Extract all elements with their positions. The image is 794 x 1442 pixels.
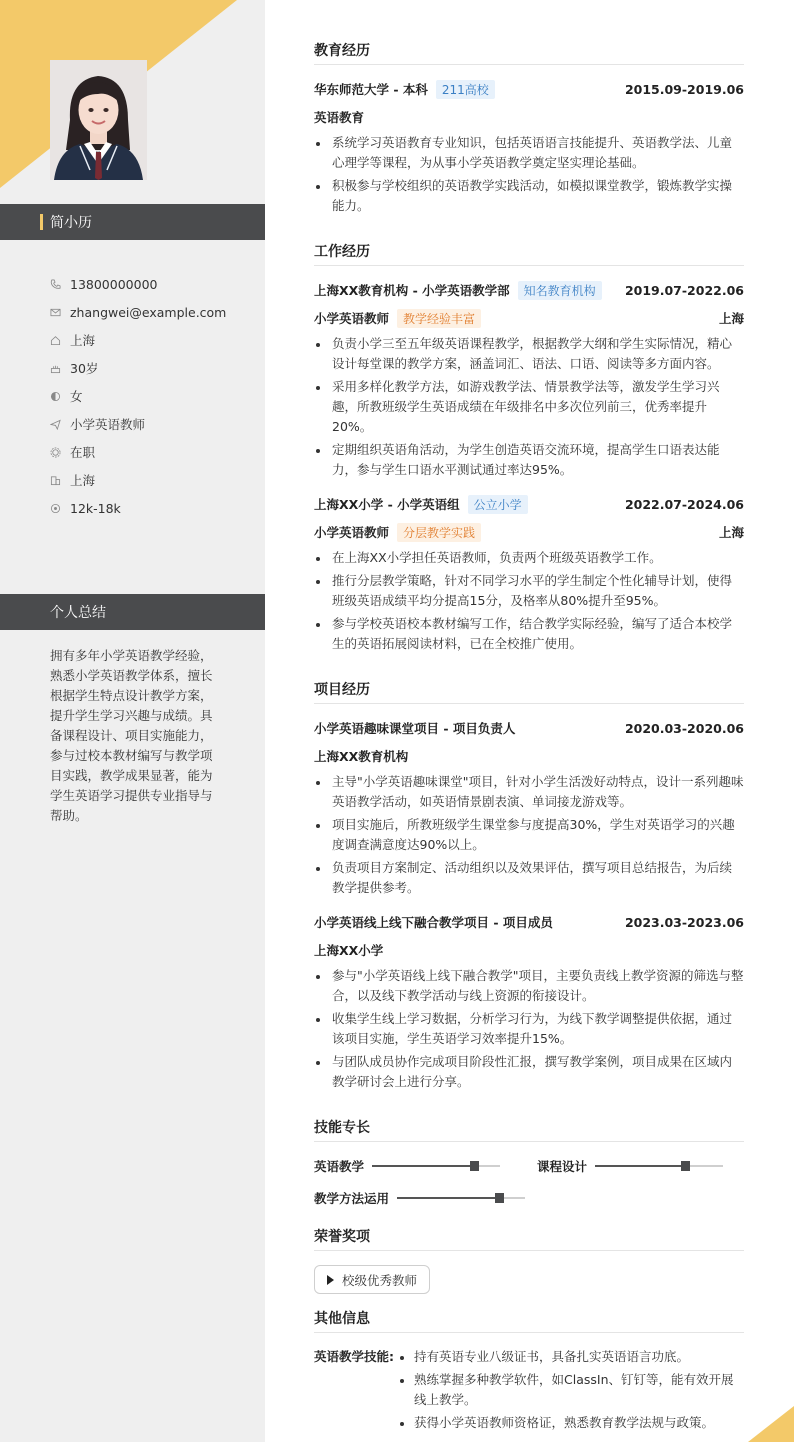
summary-text: 拥有多年小学英语教学经验，熟悉小学英语教学体系，擅长根据学生特点设计教学方案，提升学生学习兴趣与成绩。具备课程设计、项目实施能力，参与过校本教材编写与教学项目实践，教学成果显著，能为学生英语学习提供专业指导与帮助。 xyxy=(50,648,213,823)
list-item: 项目实施后，所教班级学生课堂参与度提高30%，学生对英语学习的兴趣度调查满意度达90%以上。 xyxy=(314,815,744,855)
list-item: 负责小学三至五年级英语课程教学，根据教学大纲和学生实际情况，精心设计每堂课的教学方案，涵盖词汇、语法、口语、阅读等多方面内容。 xyxy=(314,334,744,374)
work-bullets xyxy=(314,548,744,654)
list-item: 系统学习英语教育专业知识，包括英语语言技能提升、英语教学法、儿童心理学等课程，为从事小学英语教学奠定坚实理论基础。 xyxy=(314,133,744,173)
info-text: 12k-18k xyxy=(70,500,121,516)
list-item: 定期组织英语角活动，为学生创造英语交流环境，提高学生口语表达能力，参与学生口语水平测试通过率达95%。 xyxy=(314,440,744,480)
info-text: 女 xyxy=(70,389,83,404)
education-title: 教育经历 xyxy=(314,40,744,65)
info-text: 在职 xyxy=(70,445,96,460)
work-head xyxy=(314,280,744,300)
work-org-tag: 公立小学 xyxy=(468,495,528,514)
info-gender xyxy=(50,382,250,410)
project-org-row xyxy=(314,746,744,766)
info-age xyxy=(50,354,250,382)
list-item: 参与"小学英语线上线下融合教学"项目，主要负责线上教学资源的筛选与整合，以及线下教学活动与线上资源的衔接设计。 xyxy=(314,966,744,1006)
skills-title: 技能专长 xyxy=(314,1117,744,1142)
other-bullets xyxy=(398,1347,744,1436)
list-item: 采用多样化教学方法，如游戏教学法、情景教学法等，激发学生学习兴趣，所教班级学生英语成绩在年级排名中多次位列前三，优秀率提升20%。 xyxy=(314,377,744,437)
mail-icon xyxy=(50,307,70,318)
work-role-tag: 教学经验丰富 xyxy=(397,309,481,328)
education-bullets xyxy=(314,133,744,216)
status-icon xyxy=(50,447,70,458)
work-role-row xyxy=(314,308,744,328)
skill-slider[interactable] xyxy=(397,1197,525,1199)
work-role-tag: 分层教学实践 xyxy=(397,523,481,542)
work-city: 上海 xyxy=(718,311,744,326)
list-item: 积极参与学校组织的英语教学实践活动，如模拟课堂教学，锻炼教学实操能力。 xyxy=(314,176,744,216)
other-title: 其他信息 xyxy=(314,1308,744,1333)
other-label: 英语教学技能: xyxy=(314,1349,394,1364)
work-city: 上海 xyxy=(718,525,744,540)
info-text: 13800000000 xyxy=(70,276,158,292)
slider-handle[interactable] xyxy=(681,1161,690,1171)
list-item: 与团队成员协作完成项目阶段性汇报，撰写教学案例，项目成果在区域内教学研讨会上进行分享。 xyxy=(314,1052,744,1092)
project-head xyxy=(314,718,744,738)
projects-title: 项目经历 xyxy=(314,679,744,704)
contact-info-list xyxy=(50,270,250,522)
major-text: 英语教育 xyxy=(314,110,365,125)
honor-item-button[interactable] xyxy=(314,1265,430,1294)
work-title: 工作经历 xyxy=(314,241,744,266)
education-date: 2015.09-2019.06 xyxy=(624,81,744,97)
list-item: 获得小学英语教师资格证，熟悉教育教学法规与政策。 xyxy=(398,1413,744,1433)
list-item: 参与学校英语校本教材编写工作，结合教学实际经验，编写了适合本校学生的英语拓展阅读材料，已在全校推广使用。 xyxy=(314,614,744,654)
education-head xyxy=(314,79,744,99)
info-salary xyxy=(50,494,250,522)
work-role: 小学英语教师 xyxy=(314,525,390,540)
sidebar-title xyxy=(0,204,265,240)
work-role-row xyxy=(314,522,744,542)
project-bullets xyxy=(314,772,744,898)
sidebar-title-text: 简小历 xyxy=(50,215,92,231)
skill-item xyxy=(314,1188,525,1208)
project-name: 小学英语趣味课堂项目 - 项目负责人 xyxy=(314,721,516,736)
project-head xyxy=(314,912,744,932)
list-item: 主导"小学英语趣味课堂"项目，针对小学生活泼好动特点，设计一系列趣味英语教学活动，如英语情景剧表演、单词接龙游戏等。 xyxy=(314,772,744,812)
home-icon xyxy=(50,335,70,346)
skill-item xyxy=(537,1156,723,1176)
skill-name: 教学方法运用 xyxy=(314,1191,390,1206)
city-icon xyxy=(50,475,70,486)
work-org: 上海XX小学 - 小学英语组 xyxy=(314,497,460,512)
info-location xyxy=(50,326,250,354)
school-name: 华东师范大学 - 本科 xyxy=(314,82,428,97)
age-icon xyxy=(50,363,70,374)
info-phone xyxy=(50,270,250,298)
project-org: 上海XX小学 xyxy=(314,943,384,958)
skill-item xyxy=(314,1156,500,1176)
project-date: 2023.03-2023.06 xyxy=(624,914,744,930)
honors-title: 荣誉奖项 xyxy=(314,1226,744,1251)
salary-icon xyxy=(50,503,70,514)
gender-icon xyxy=(50,391,70,402)
list-item: 负责项目方案制定、活动组织以及效果评估，撰写项目总结报告，为后续教学提供参考。 xyxy=(314,858,744,898)
avatar xyxy=(50,60,147,180)
summary-title-text: 个人总结 xyxy=(50,605,106,621)
skill-slider[interactable] xyxy=(595,1165,723,1167)
phone-icon xyxy=(50,279,70,290)
education-major xyxy=(314,107,744,127)
list-item: 持有英语专业八级证书，具备扎实英语语言功底。 xyxy=(398,1347,744,1367)
list-item: 在上海XX小学担任英语教师，负责两个班级英语教学工作。 xyxy=(314,548,744,568)
other-info xyxy=(314,1347,744,1436)
summary-title xyxy=(0,594,265,630)
info-text: zhangwei@example.com xyxy=(70,304,227,320)
info-text: 上海 xyxy=(70,333,96,348)
info-status xyxy=(50,438,250,466)
corner-decoration xyxy=(748,1406,794,1442)
info-text: 小学英语教师 xyxy=(70,417,146,432)
project-org: 上海XX教育机构 xyxy=(314,749,409,764)
info-text: 上海 xyxy=(70,473,96,488)
skill-name: 英语教学 xyxy=(314,1159,365,1174)
honor-label: 校级优秀教师 xyxy=(342,1272,418,1288)
project-org-row xyxy=(314,940,744,960)
school-tag: 211高校 xyxy=(436,80,495,99)
project-name: 小学英语线上线下融合教学项目 - 项目成员 xyxy=(314,915,553,930)
skill-name: 课程设计 xyxy=(537,1159,588,1174)
info-email xyxy=(50,298,250,326)
work-org: 上海XX教育机构 - 小学英语教学部 xyxy=(314,283,510,298)
work-role: 小学英语教师 xyxy=(314,311,390,326)
info-text: 30岁 xyxy=(70,361,99,376)
skill-slider[interactable] xyxy=(372,1165,500,1167)
project-bullets xyxy=(314,966,744,1092)
project-date: 2020.03-2020.06 xyxy=(624,720,744,736)
main-content xyxy=(314,40,744,1436)
work-date: 2019.07-2022.06 xyxy=(624,282,744,298)
work-date: 2022.07-2024.06 xyxy=(624,496,744,512)
list-item: 推行分层教学策略，针对不同学习水平的学生制定个性化辅导计划，使得班级英语成绩平均分提高15分，及格率从80%提升至95%。 xyxy=(314,571,744,611)
list-item: 收集学生线上学习数据，分析学习行为，为线下教学调整提供依据，通过该项目实施，学生英语学习效率提升15%。 xyxy=(314,1009,744,1049)
job-icon xyxy=(50,419,70,430)
work-bullets xyxy=(314,334,744,480)
work-org-tag: 知名教育机构 xyxy=(518,281,602,300)
info-job xyxy=(50,410,250,438)
slider-handle[interactable] xyxy=(495,1193,504,1203)
list-item: 熟练掌握多种教学软件，如ClassIn、钉钉等，能有效开展线上教学。 xyxy=(398,1370,744,1410)
play-icon xyxy=(327,1275,334,1285)
info-city xyxy=(50,466,250,494)
sidebar xyxy=(0,0,265,1442)
slider-handle[interactable] xyxy=(470,1161,479,1171)
work-head xyxy=(314,494,744,514)
skills-list xyxy=(314,1156,744,1220)
